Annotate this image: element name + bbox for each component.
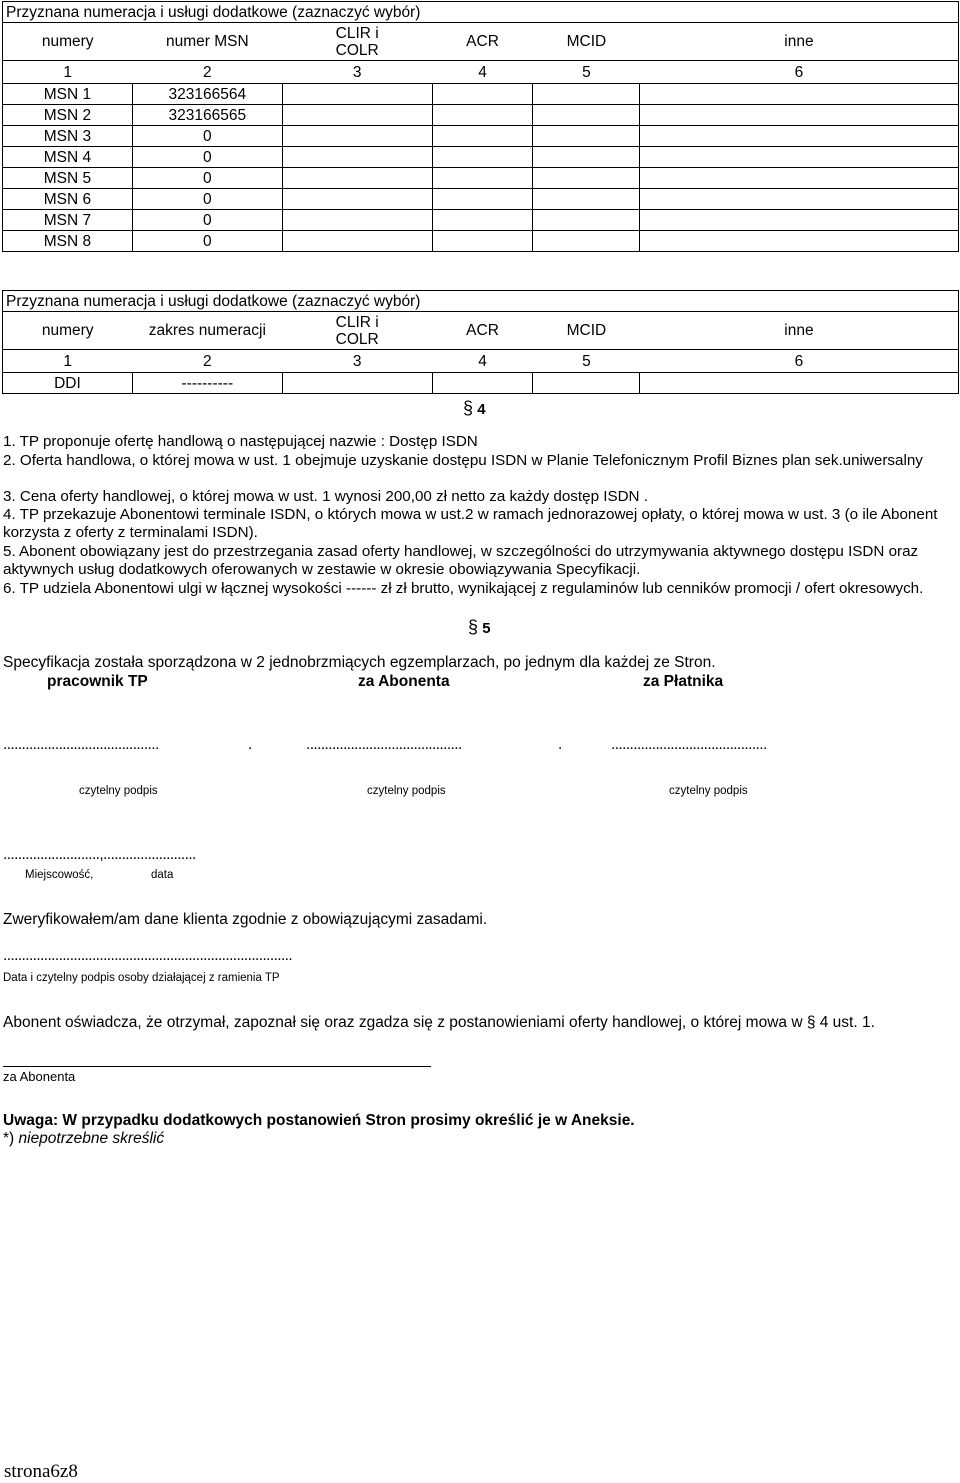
cell-clir [282,147,432,168]
table-row [3,210,959,231]
cell-inne [640,168,959,189]
header-clir-colr: CLIR i COLR [282,23,432,61]
msn-value: 0 [132,210,282,231]
msn-value: 323166565 [132,105,282,126]
cell-acr [432,231,533,252]
cell-inne [640,210,959,231]
cell-inne [640,126,959,147]
msn-label: MSN 8 [3,231,133,252]
msn-label: MSN 1 [3,84,133,105]
col-number: 2 [132,61,282,84]
cell-acr [432,210,533,231]
table-row [3,189,959,210]
col-number: 6 [640,350,959,373]
services-table-msn [2,1,959,252]
msn-value: 323166564 [132,84,282,105]
cell-inne [640,147,959,168]
signature-line-platnik: .......................................... [611,736,767,753]
signature-line-abonent: .......................................... [306,736,462,753]
cell-mcid [533,373,640,394]
section4-point-3: 3. Cena oferty handlowej, o której mowa w ust. 1 wynosi 200,00 zł netto za każdy dostęp ISDN . [3,488,648,505]
section4-point-2: 2. Oferta handlowa, o której mowa w ust. 1 obejmuje uzyskanie dostępu ISDN w Planie Telefonicznym Profil Biznes plan sek.uniwersalny [3,452,923,469]
cell-inne [640,373,959,394]
place-date-line: ..........................,......................... [3,846,196,863]
ddi-label: DDI [3,373,133,394]
cell-clir [282,168,432,189]
signature-separator: . [248,736,253,753]
verification-text: Zweryfikowałem/am dane klienta zgodnie z obowiązującymi zasadami. [3,911,488,928]
note-text: Uwaga: W przypadku dodatkowych postanowień Stron prosimy określić je w Aneksie. [3,1112,635,1129]
table-row [3,105,959,126]
msn-label: MSN 7 [3,210,133,231]
cell-mcid [533,210,640,231]
header-inne: inne [640,312,959,350]
cell-clir [282,105,432,126]
declaration-signature-line [3,1066,431,1067]
cell-inne [640,231,959,252]
msn-label: MSN 2 [3,105,133,126]
cell-acr [432,126,533,147]
declaration-caption: za Abonenta [3,1069,76,1084]
cell-inne [640,189,959,210]
section-5-heading: § 5 [468,617,491,637]
msn-value: 0 [132,126,282,147]
table-row [3,147,959,168]
cell-clir [282,231,432,252]
cell-mcid [533,105,640,126]
col-number: 1 [3,350,133,373]
cell-inne [640,84,959,105]
signature-line-tp: .......................................... [3,736,159,753]
section4-point-4: 4. TP przekazuje Abonentowi terminale ISDN, o których mowa w ust.2 w ramach jednorazowej opłaty, o której mowa w ust. 3 (o ile Abonent korzysta z oferty z terminalami ISDN). [3,506,938,541]
place-caption: Miejscowość, [25,869,94,881]
msn-label: MSN 5 [3,168,133,189]
msn-value: 0 [132,189,282,210]
section4-point-6: 6. TP udziela Abonentowi ulgi w łącznej wysokości ------ zł zł brutto, wynikającej z regulaminów lub cenników promocji / ofert okresowych. [3,580,924,597]
signature-caption: czytelny podpis [79,785,158,797]
signature-label-platnik: za Płatnika [643,673,724,690]
cell-mcid [533,147,640,168]
verification-line: .............................................................................. [3,947,293,964]
msn-label: MSN 4 [3,147,133,168]
services-table-ddi [2,290,959,394]
cell-mcid [533,189,640,210]
cell-mcid [533,168,640,189]
section5-text: Specyfikacja została sporządzona w 2 jednobrzmiących egzemplarzach, po jednym dla każdej ze Stron. [3,654,716,671]
ddi-value: ---------- [132,373,282,394]
footnote: *) niepotrzebne skreślić [3,1130,165,1147]
col-number: 6 [640,61,959,84]
msn-label: MSN 3 [3,126,133,147]
table-row [3,84,959,105]
table-row [3,168,959,189]
signature-label-tp: pracownik TP [47,673,148,690]
col-number: 3 [282,61,432,84]
cell-acr [432,168,533,189]
verification-caption: Data i czytelny podpis osoby działającej z ramienia TP [3,972,280,984]
cell-mcid [533,126,640,147]
col-number: 2 [132,350,282,373]
cell-clir [282,373,432,394]
cell-acr [432,189,533,210]
table-title: Przyznana numeracja i usługi dodatkowe (zaznaczyć wybór) [3,2,959,23]
cell-acr [432,84,533,105]
header-inne: inne [640,23,959,61]
col-number: 5 [533,350,640,373]
col-number: 5 [533,61,640,84]
cell-clir [282,126,432,147]
section-4-heading: § 4 [463,398,486,418]
table-row [3,231,959,252]
msn-value: 0 [132,231,282,252]
cell-mcid [533,84,640,105]
section4-point-5: 5. Abonent obowiązany jest do przestrzegania zasad oferty handlowej, w szczególności do utrzymywania aktywnego dostępu ISDN oraz aktywnych usług dodatkowych oferowanych w zestawie w okresie obowiązywania Specyfikacji. [3,543,919,578]
cell-inne [640,105,959,126]
date-caption: data [151,869,174,881]
cell-acr [432,373,533,394]
header-mcid: MCID [533,23,640,61]
msn-value: 0 [132,147,282,168]
table-row [3,373,959,394]
header-numery: numery [3,312,133,350]
cell-clir [282,84,432,105]
cell-clir [282,210,432,231]
header-zakres-numeracji: zakres numeracji [132,312,282,350]
signature-caption: czytelny podpis [669,785,748,797]
msn-value: 0 [132,168,282,189]
page-number: strona6z8 [4,1461,78,1482]
cell-mcid [533,231,640,252]
cell-acr [432,105,533,126]
header-numer-msn: numer MSN [132,23,282,61]
cell-acr [432,147,533,168]
table-title: Przyznana numeracja i usługi dodatkowe (zaznaczyć wybór) [3,291,959,312]
header-mcid: MCID [533,312,640,350]
cell-clir [282,189,432,210]
col-number: 4 [432,350,533,373]
header-numery: numery [3,23,133,61]
signature-caption: czytelny podpis [367,785,446,797]
col-number: 3 [282,350,432,373]
header-acr: ACR [432,23,533,61]
col-number: 1 [3,61,133,84]
signature-separator: . [558,736,563,753]
table-row [3,126,959,147]
declaration-text: Abonent oświadcza, że otrzymał, zapoznał się oraz zgadza się z postanowieniami oferty handlowej, o której mowa w § 4 ust. 1. [3,1014,875,1031]
section4-point-1: 1. TP proponuje ofertę handlową o następującej nazwie : Dostęp ISDN [3,433,478,450]
msn-label: MSN 6 [3,189,133,210]
signature-label-abonent: za Abonenta [358,673,450,690]
header-acr: ACR [432,312,533,350]
header-clir-colr: CLIR i COLR [282,312,432,350]
col-number: 4 [432,61,533,84]
